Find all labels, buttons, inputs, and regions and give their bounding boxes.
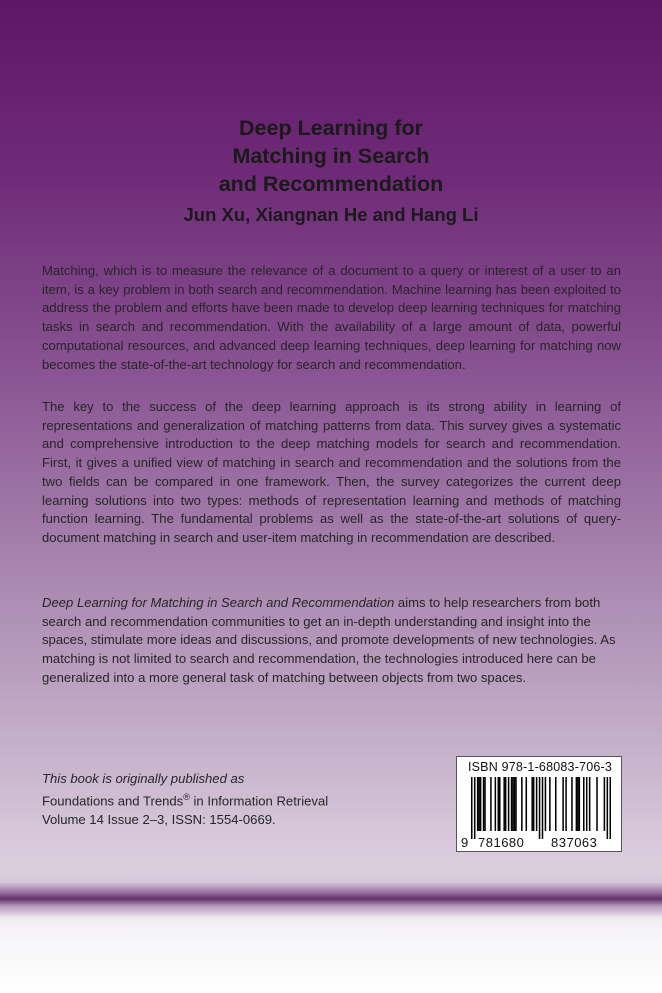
barcode-bar: [471, 777, 473, 839]
barcode-bar: [542, 777, 544, 839]
barcode-bar: [610, 777, 611, 839]
barcode-bar: [480, 777, 482, 831]
barcode-bar: [596, 777, 598, 831]
barcode-bar: [576, 777, 578, 831]
title-line-1: Deep Learning for: [239, 116, 423, 140]
barcode-bar: [604, 777, 606, 831]
publication-info: [42, 769, 422, 829]
barcode-bar: [577, 777, 579, 831]
barcode-bar: [503, 777, 505, 831]
book-title: [0, 114, 662, 198]
barcode-bar: [545, 777, 547, 831]
barcode-lead-digit: 9: [461, 835, 469, 850]
barcode-bar: [531, 777, 533, 831]
barcode-bar: [583, 777, 585, 831]
registered-mark: ®: [183, 792, 190, 802]
decorative-band: [0, 870, 662, 930]
barcode-bar: [477, 777, 479, 831]
barcode-bar: [533, 777, 535, 831]
publication-note: This book is originally published as: [42, 771, 245, 786]
barcode-bars: [471, 777, 611, 839]
barcode-bar: [505, 777, 507, 831]
barcode-bar: [474, 777, 476, 839]
title-line-2: Matching in Search: [232, 144, 430, 168]
barcode-bar: [536, 777, 538, 831]
barcode-bar: [565, 777, 567, 831]
series-line: [42, 788, 422, 810]
barcode-bar: [526, 777, 528, 831]
barcode-bar: [483, 777, 485, 831]
isbn-barcode: [456, 756, 622, 852]
abstract-paragraph-3: [42, 594, 621, 688]
barcode-bar: [521, 777, 523, 831]
barcode-bar: [607, 777, 609, 839]
barcode-bar: [512, 777, 514, 831]
barcode-bar: [508, 777, 510, 831]
series-name: Foundations and Trends: [42, 793, 184, 809]
barcode-bar: [484, 777, 486, 831]
book-title-italic: Deep Learning for Matching in Search and Recommendation: [42, 595, 395, 610]
paragraph-3-text: aims to help researchers from both search and recommendation communities to get an in-depth understanding and insight into the spaces, stimulate more ideas and discussions, and promote developments of new technologies. As matching is not limited to search and recommendation, the technologies introduced here can be generalized into a more general task of matching between objects from two spaces.: [42, 595, 616, 685]
barcode-bar: [562, 777, 564, 831]
barcode-bar: [549, 777, 551, 831]
barcode-bar: [478, 777, 480, 831]
isbn-label: ISBN 978-1-68083-706-3: [467, 760, 613, 774]
barcode-bar: [555, 777, 557, 831]
abstract-paragraph-2: The key to the success of the deep learning approach is its strong ability in learning of representations and generalization of matching patterns from data. This survey gives a systematic and comprehensive introduction to the deep matching models for search and recommendation. First, it gives a unified view of matching in search and recommendation and the solutions from the two fields can be compared in one framework. Then, the survey categorizes the current deep learning solutions into two types: methods of representation learning and methods of matching function learning. The fundamental problems as well as the state-of-the-art solutions of query-document matching in search and user-item matching in recommendation are described.: [42, 399, 621, 545]
barcode-bar: [579, 777, 581, 831]
authors: Jun Xu, Xiangnan He and Hang Li: [183, 204, 479, 225]
barcode-bar: [490, 777, 492, 831]
barcode-bar: [571, 777, 573, 831]
barcode-bar: [589, 777, 591, 831]
volume-issn: Volume 14 Issue 2–3, ISSN: 1554-0669.: [42, 812, 276, 828]
barcode-bar: [539, 777, 541, 839]
abstract-paragraph-1: Matching, which is to measure the relevance of a document to a query or interest of a user to an item, is a key problem in both search and recommendation. Machine learning has been exploited to address the problem and efforts have been made to develop deep learning techniques for matching tasks in search and recommendation. With the availability of a large amount of data, powerful computational resources, and advanced deep learning techniques, deep learning for matching now becomes the state-of-the-art technology for search and recommendation.: [42, 263, 621, 372]
barcode-bar: [515, 777, 517, 831]
barcode-bar: [499, 777, 501, 831]
series-suffix: in Information Retrieval: [189, 793, 329, 809]
barcode-digits-left: 781680: [478, 835, 525, 850]
title-line-3: and Recommendation: [218, 172, 444, 196]
barcode-bar: [511, 777, 513, 831]
barcode-digits-right: 837063: [551, 835, 598, 850]
barcode-bar: [498, 777, 500, 831]
barcode-bar: [586, 777, 588, 831]
barcode-bar: [514, 777, 516, 831]
barcode-bar: [495, 777, 497, 831]
